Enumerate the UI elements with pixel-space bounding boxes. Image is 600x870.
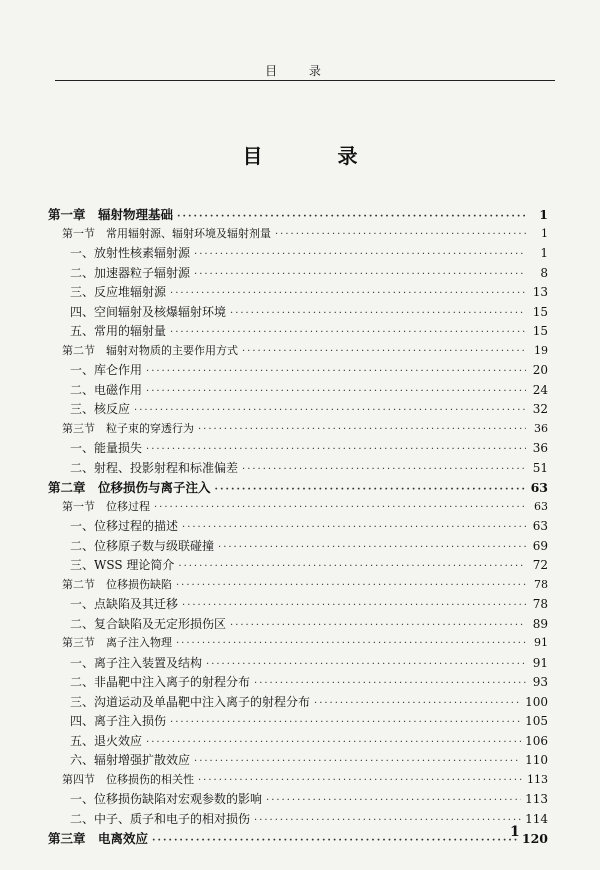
toc-entry-page: 106	[525, 733, 548, 748]
dot-leader	[177, 211, 526, 222]
toc-entry-page: 63	[530, 480, 548, 495]
toc-entry-item	[48, 517, 548, 537]
toc-entry-page: 72	[532, 558, 548, 572]
toc-entry-page: 100	[525, 694, 548, 709]
toc-entry-label: 二、射程、投影射程和标准偏差	[70, 460, 239, 475]
dot-leader	[154, 502, 526, 513]
toc-entry-item	[48, 595, 548, 615]
toc-entry-section	[48, 498, 548, 518]
toc-entry-label: 一、位移过程的描述	[70, 519, 179, 533]
toc-entry-item	[48, 264, 548, 284]
toc-entry-chapter	[48, 205, 548, 225]
toc-entry-label: 第三节 粒子束的穿透行为	[62, 421, 194, 435]
toc-entry-label: 四、离子注入损伤	[70, 714, 167, 728]
page-number: 1	[510, 824, 520, 840]
toc-entry-label: 一、位移损伤缺陷对宏观参数的影响	[70, 792, 263, 806]
toc-entry-label: 二、复合缺陷及无定形损伤区	[70, 616, 227, 631]
toc-entry-page: 91	[532, 655, 548, 670]
toc-entry-label: 四、空间辐射及核爆辐射环境	[70, 304, 227, 319]
toc-entry-label: 三、反应堆辐射源	[70, 285, 167, 299]
dot-leader	[215, 484, 526, 495]
toc-entry-label: 二、非晶靶中注入离子的射程分布	[70, 675, 251, 689]
toc-entry-section	[48, 634, 548, 654]
toc-entry-item	[48, 303, 548, 323]
toc-entry-label: 二、电磁作用	[70, 382, 143, 397]
toc-entry-page: 36	[532, 441, 548, 455]
toc-entry-page: 78	[534, 577, 548, 591]
toc-entry-label: 六、辐射增强扩散效应	[70, 753, 191, 767]
toc-entry-item	[48, 790, 548, 810]
toc-entry-section	[48, 576, 548, 596]
toc-entry-label: 二、位移原子数与级联碰撞	[70, 538, 215, 553]
dot-leader	[198, 775, 523, 786]
toc-entry-chapter	[48, 829, 548, 849]
toc-entry-page: 93	[532, 675, 548, 689]
toc-entry-label: 二、中子、质子和电子的相对损伤	[70, 811, 251, 826]
dot-leader	[194, 249, 526, 260]
page-title: 目 录	[242, 144, 392, 168]
toc-entry-label: 第四节 位移损伤的相关性	[62, 772, 194, 786]
dot-leader	[182, 522, 526, 533]
toc-entry-item	[48, 693, 548, 713]
dot-leader	[242, 346, 526, 357]
dot-leader	[182, 600, 526, 611]
dot-leader	[170, 288, 526, 299]
toc-entry-item	[48, 654, 548, 674]
toc-entry-chapter	[48, 478, 548, 498]
toc-entry-label: 一、能量损失	[70, 441, 143, 455]
header-rule	[55, 80, 555, 81]
dot-leader	[194, 756, 521, 767]
toc-entry-label: 第二节 位移损伤缺陷	[62, 577, 172, 591]
dot-leader	[254, 815, 521, 826]
toc-entry-page: 113	[525, 792, 548, 806]
toc-entry-item	[48, 361, 548, 381]
toc-entry-page: 114	[525, 811, 548, 826]
dot-leader	[230, 620, 526, 631]
toc-entry-item	[48, 381, 548, 401]
toc-entry-label: 第二章 位移损伤与离子注入	[48, 480, 211, 495]
dot-leader	[198, 424, 526, 435]
dot-leader	[242, 464, 526, 475]
toc-entry-page: 19	[534, 343, 548, 357]
toc-entry-page: 1	[541, 226, 548, 240]
toc-entry-label: 三、沟道运动及单晶靶中注入离子的射程分布	[70, 694, 311, 709]
toc-entry-label: 一、库仑作用	[70, 363, 143, 377]
toc-entry-page: 78	[532, 597, 548, 611]
toc-entry-page: 24	[532, 382, 548, 397]
toc-entry-label: 第二节 辐射对物质的主要作用方式	[62, 343, 238, 357]
toc-entry-page: 63	[534, 499, 548, 513]
toc-entry-page: 36	[534, 421, 548, 435]
toc-entry-item	[48, 459, 548, 479]
toc-entry-label: 第三节 离子注入物理	[62, 636, 172, 649]
toc-entry-label: 五、退火效应	[70, 733, 143, 748]
toc-entry-label: 三、WSS 理论简介	[70, 558, 175, 572]
toc-entry-item	[48, 673, 548, 693]
toc-entry-page: 15	[532, 324, 548, 338]
toc-entry-item	[48, 400, 548, 420]
toc-entry-item	[48, 751, 548, 771]
running-head: 目 录	[265, 64, 335, 78]
toc-entry-label: 第三章 电离效应	[48, 831, 149, 846]
toc-entry-label: 第一节 位移过程	[62, 499, 150, 513]
dot-leader	[230, 308, 526, 319]
dot-leader	[146, 737, 521, 748]
dot-leader	[314, 698, 521, 709]
toc-entry-item	[48, 283, 548, 303]
toc-entry-page: 13	[532, 285, 548, 299]
toc-entry-label: 二、加速器粒子辐射源	[70, 265, 191, 280]
toc-entry-section	[48, 420, 548, 440]
toc-entry-label: 一、点缺陷及其迁移	[70, 597, 179, 611]
toc-entry-page: 51	[532, 460, 548, 475]
dot-leader	[176, 638, 526, 649]
toc-entry-page: 120	[521, 831, 548, 846]
toc-entry-page: 32	[532, 402, 548, 416]
dot-leader	[176, 580, 526, 591]
toc-entry-label: 三、核反应	[70, 402, 131, 416]
dot-leader	[178, 561, 526, 572]
toc-entry-page: 69	[532, 538, 548, 553]
dot-leader	[266, 795, 521, 806]
dot-leader	[218, 542, 526, 553]
toc-entry-page: 105	[525, 714, 548, 728]
dot-leader	[275, 229, 526, 240]
toc-entry-section	[48, 225, 548, 245]
toc-entry-page: 110	[525, 753, 548, 767]
toc-entry-page: 91	[534, 636, 548, 649]
dot-leader	[152, 835, 518, 846]
toc-entry-page: 113	[527, 772, 548, 786]
toc-entry-page: 89	[532, 616, 548, 631]
dot-leader	[146, 386, 526, 397]
toc-entry-item	[48, 732, 548, 752]
dot-leader	[254, 678, 526, 689]
toc-entry-page: 1	[539, 207, 548, 222]
toc-entry-label: 一、离子注入装置及结构	[70, 655, 203, 670]
toc-entry-page: 1	[540, 246, 548, 260]
dot-leader	[206, 659, 526, 670]
toc-entry-label: 五、常用的辐射量	[70, 324, 167, 338]
toc-entry-item	[48, 712, 548, 732]
toc-entry-page: 8	[540, 265, 548, 280]
toc-entry-page: 20	[532, 363, 548, 377]
toc-entry-section	[48, 771, 548, 791]
toc-entry-item	[48, 556, 548, 576]
toc-entry-label: 一、放射性核素辐射源	[70, 246, 191, 260]
dot-leader	[170, 327, 526, 338]
toc-entry-item	[48, 537, 548, 557]
toc-entry-item	[48, 244, 548, 264]
dot-leader	[146, 444, 526, 455]
toc-entry-item	[48, 615, 548, 635]
dot-leader	[194, 269, 526, 280]
toc-entry-label: 第一节 常用辐射源、辐射环境及辐射剂量	[62, 226, 271, 240]
toc-entry-label: 第一章 辐射物理基础	[48, 207, 174, 222]
toc-entry-item	[48, 322, 548, 342]
dot-leader	[146, 366, 526, 377]
toc-entry-page: 63	[532, 519, 548, 533]
toc-entry-item	[48, 810, 548, 830]
toc-entry-section	[48, 342, 548, 362]
toc-entry-item	[48, 439, 548, 459]
dot-leader	[134, 405, 526, 416]
toc-entry-page: 15	[532, 304, 548, 319]
table-of-contents	[48, 205, 548, 849]
dot-leader	[170, 717, 521, 728]
